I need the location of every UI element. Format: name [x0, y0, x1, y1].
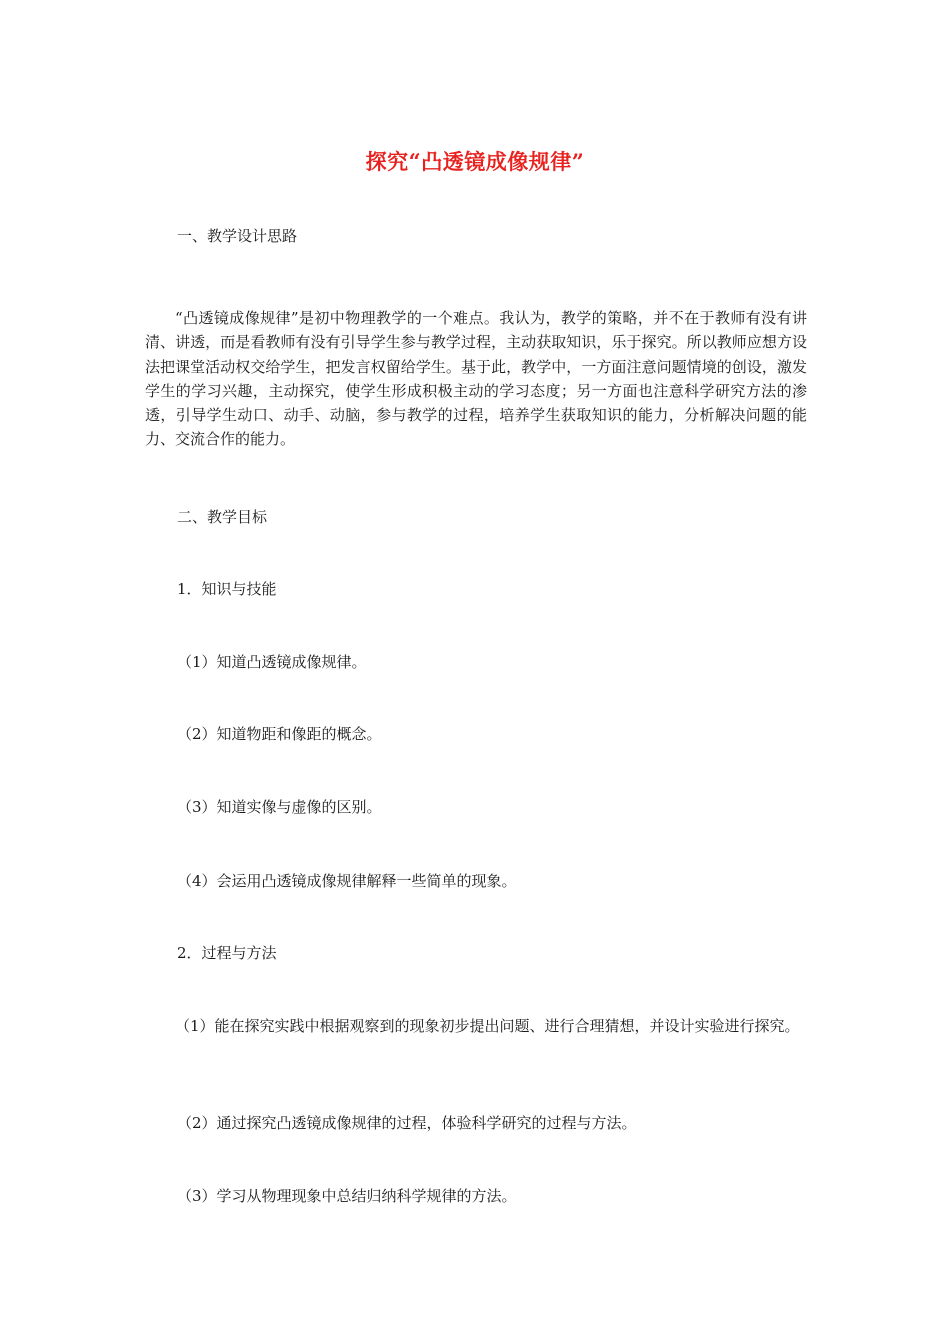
list-item: （2）通过探究凸透镜成像规律的过程，体验科学研究的过程与方法。: [177, 1114, 637, 1132]
section-heading-teaching-goals: 二、教学目标: [177, 508, 268, 526]
list-item: （2）知道物距和像距的概念。: [177, 725, 382, 743]
list-item: （3）知道实像与虚像的区别。: [177, 798, 382, 816]
list-item: （1）能在探究实践中根据观察到的现象初步提出问题、进行合理猜想，并设计实验进行探究。: [175, 1017, 800, 1035]
subheading-knowledge-skills: 1．知识与技能: [177, 580, 277, 598]
subheading-process-methods: 2．过程与方法: [177, 944, 277, 962]
list-item: （3）学习从物理现象中总结归纳科学规律的方法。: [177, 1187, 517, 1205]
section-heading-design-idea: 一、教学设计思路: [177, 227, 298, 245]
document-title: 探究“凸透镜成像规律”: [365, 149, 585, 174]
list-item: （4）会运用凸透镜成像规律解释一些简单的现象。: [177, 872, 517, 890]
list-item: （1）知道凸透镜成像规律。: [177, 653, 367, 671]
design-idea-paragraph: “凸透镜成像规律”是初中物理教学的一个难点。我认为，教学的策略，并不在于教师有没有讲清、讲透，而是看教师有没有引导学生参与教学过程，主动获取知识，乐于探究。所以教师应想方设法把课堂活动权交给学生，把发言权留给学生。基于此，教学中，一方面注意问题情境的创设，激发学生的学习兴趣，主动探究，使学生形成积极主动的学习态度；另一方面也注意科学研究方法的渗透，引导学生动口、动手、动脑，参与教学的过程，培养学生获取知识的能力，分析解决问题的能力、交流合作的能力。: [145, 309, 807, 449]
